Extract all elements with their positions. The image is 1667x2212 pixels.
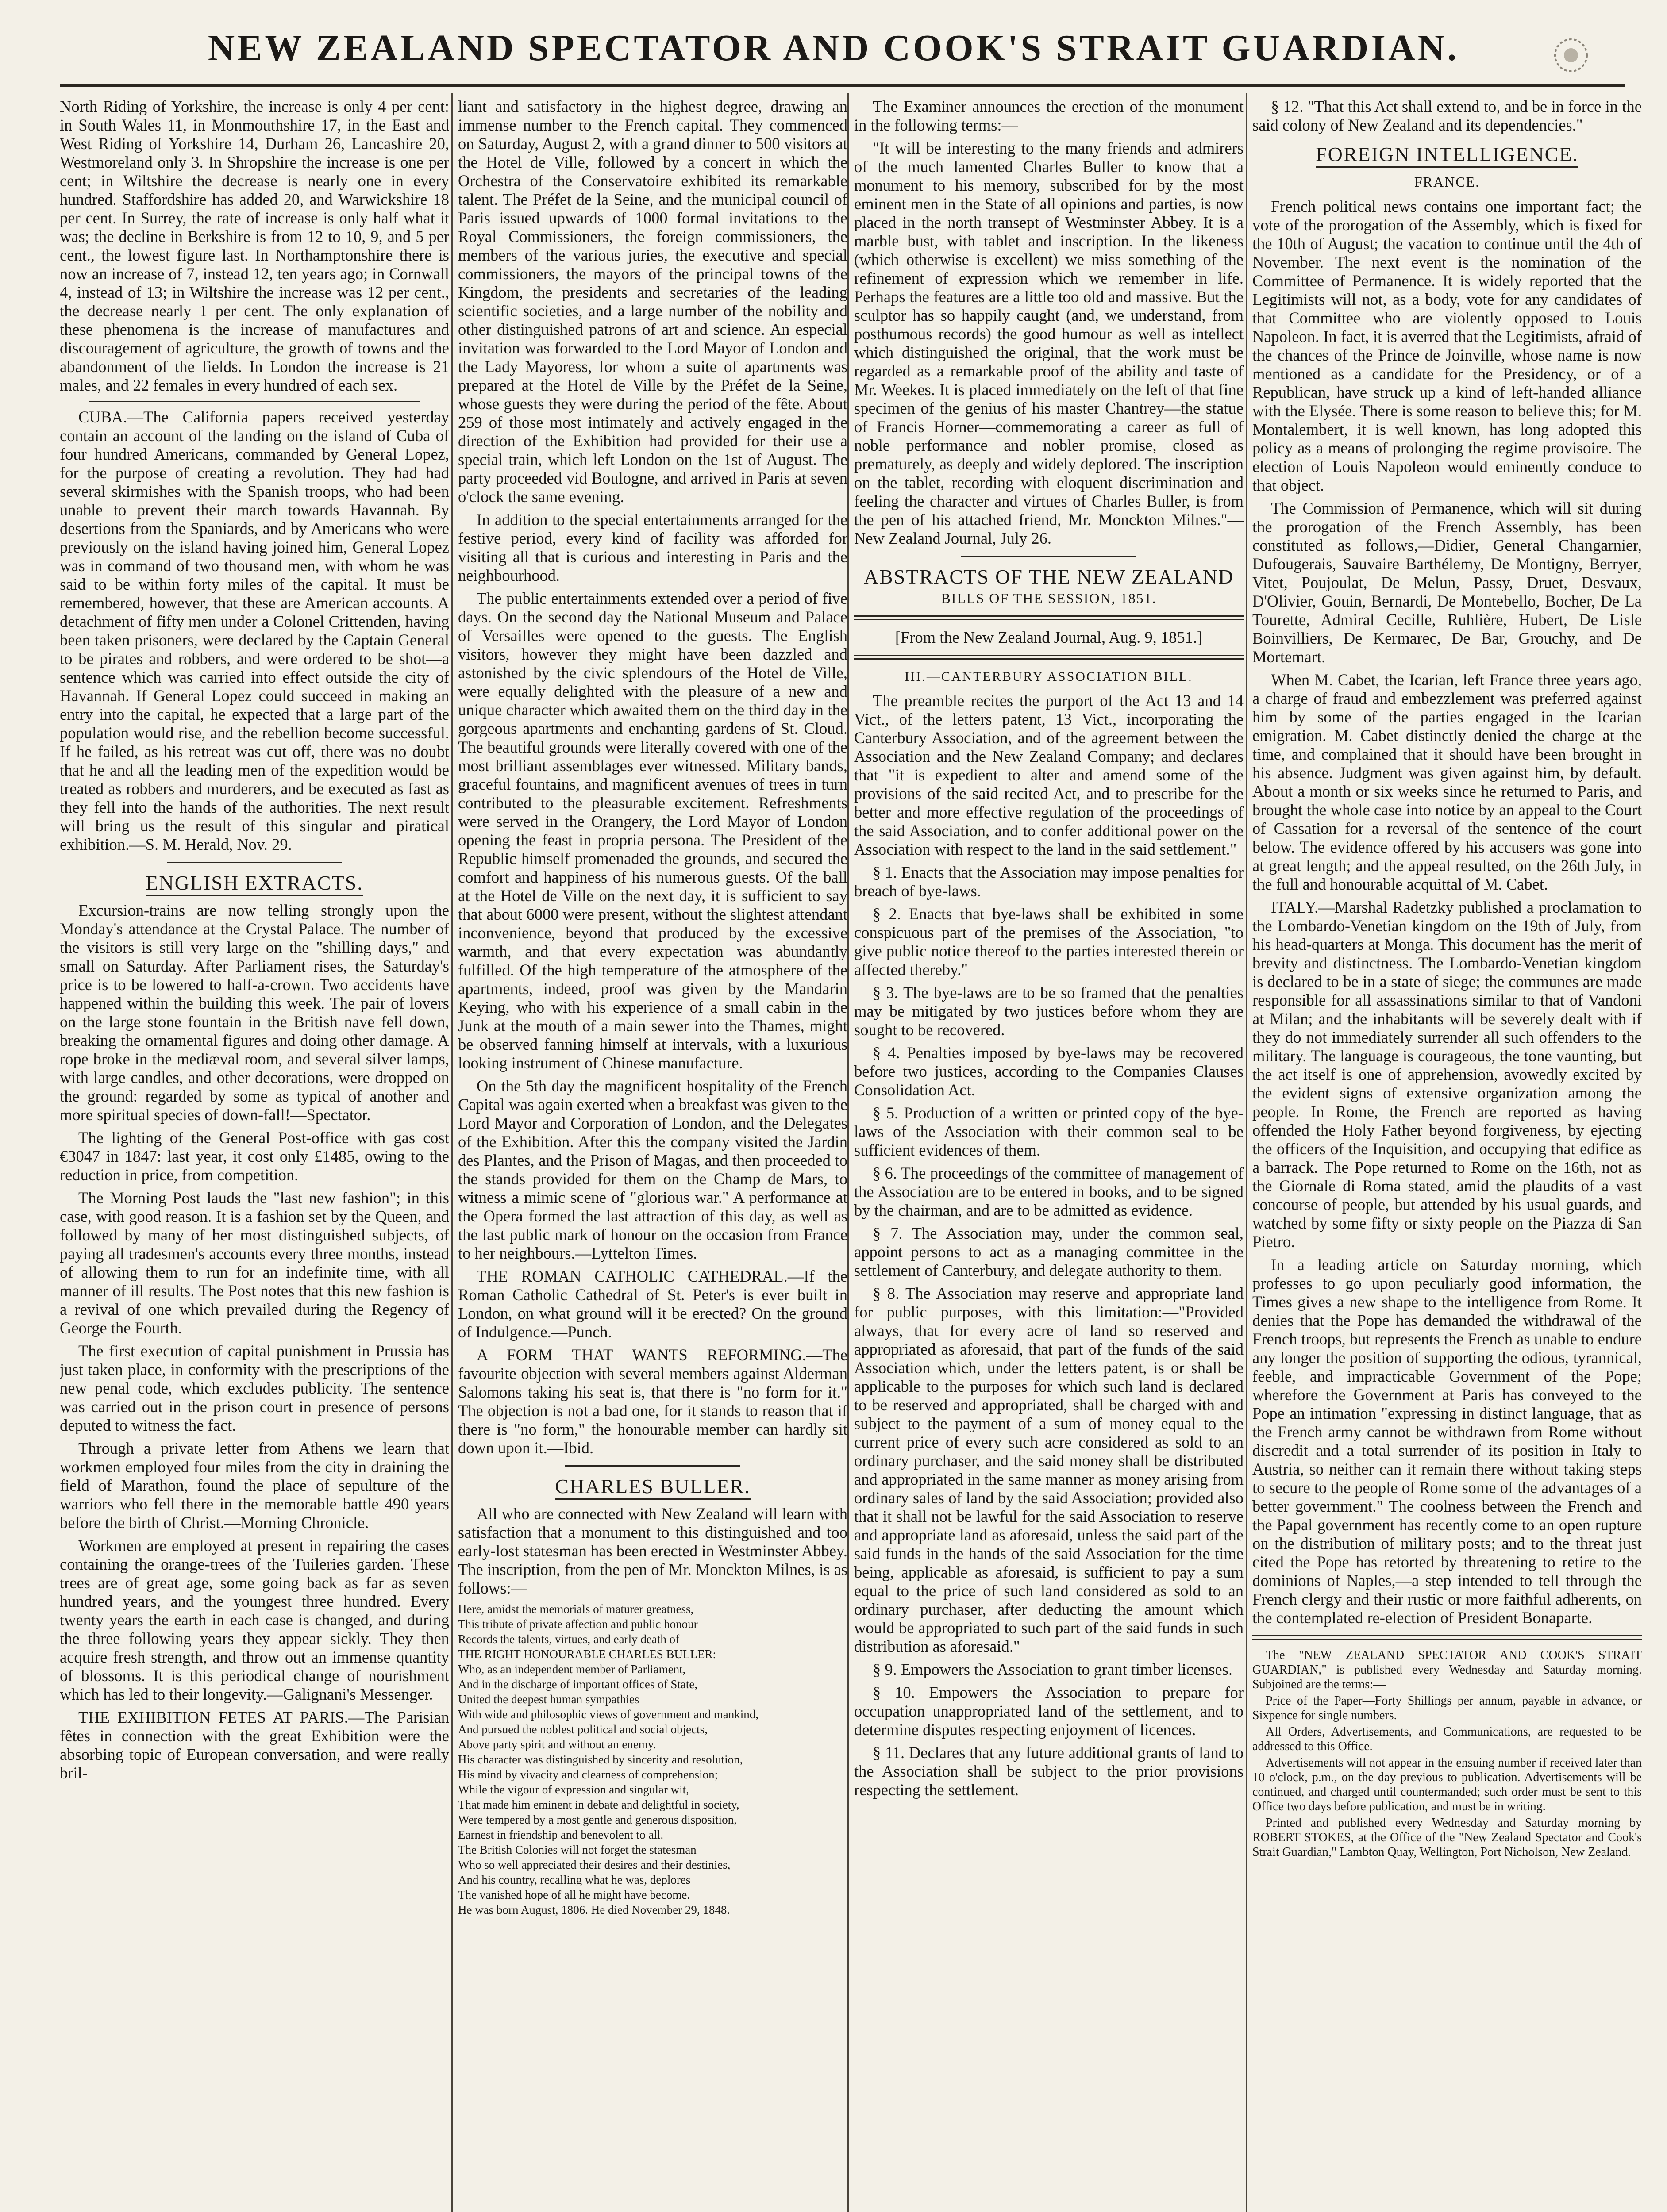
- divider: [167, 862, 342, 863]
- divider: [565, 1465, 740, 1467]
- buller-intro: All who are connected with New Zealand will learn with satisfaction that a monument to this distinguished and too early-lost statesman has been erected in Westminster Abbey. The inscription, from the pen of Mr. Monckton Milnes, is as follows:—: [458, 1505, 847, 1597]
- column-4: [1252, 97, 1642, 2212]
- column-divider: [451, 93, 453, 2212]
- bill-section-5: § 5. Production of a written or printed copy of the bye-laws of the Association with their common seal to be sufficient evidences of them.: [854, 1104, 1244, 1159]
- prussia-item: The first execution of capital punishment in Prussia has just taken place, in conformity with the prescriptions of the new penal code, which excludes publicity. The sentence was carried out in the prison court in presence of persons deputed to witness the fact.: [60, 1342, 449, 1434]
- source-note: [From the New Zealand Journal, Aug. 9, 1851.]: [895, 628, 1203, 646]
- public-entertainments-paragraph: The public entertainments extended over a period of five days. On the second day the National Museum and Palace of Versailles were opened to the guests. The English visitors, however they might have been dazzled and astonished by the civic splendours of the Hotel de Ville, were equally delighted with the pleasure of a new and unique character which awaited them on the third day in the gorgeous apartments and enchanting gardens of St. Cloud. The beautiful grounds were literally covered with one of the most brilliant assemblages ever witnessed. Military bands, graceful fountains, and magnificent avenues of trees in turn contributed to the pleasurable excitement. Refreshments were served in the Orangery, the Lord Mayor of London opening the feast in propria persona. The President of the Republic himself promenaded the grounds, and secured the comfort and happiness of his numerous guests. Of the ball at the Hotel de Ville on the next day, it is sufficient to say that about 6000 were present, without the slightest attendant inconvenience, beyond that produced by the excessive warmth, and that every expectation was abundantly fulfilled. Of the high temperature of the atmosphere of the apartments, indeed, proof was given by the Mandarin Keying, who with his experience of a small cabin in the Junk at the mouth of a main sewer into the Thames, might be observed fanning himself at intervals, with a luxurious looking instrument of Chinese manufacture.: [458, 589, 847, 1072]
- cathedral-item: THE ROMAN CATHOLIC CATHEDRAL.—If the Roman Catholic Cathedral of St. Peter's is ever built in London, on what ground will it be erected? On the ground of Indulgence.—Punch.: [458, 1267, 847, 1341]
- bill-section-2: § 2. Enacts that bye-laws shall be exhibited in some conspicuous part of the premises of the Association, "to give public notice thereof to the parties interested therein or affected thereby.": [854, 905, 1244, 979]
- section-heading-charles-buller: CHARLES BULLER.: [458, 1475, 847, 1498]
- cabet-item: When M. Cabet, the Icarian, left France three years ago, a charge of fraud and embezzlement was preferred against him by some of the parties engaged in the Icarian emigration. M. Cabet distinctly denied the charge at the time, and complained that it should have been brought in his absence. Judgment was given against him, by default. About a month or six weeks since he returned to Paris, and brought the whole case into notice by an appeal to the Court of Cassation for a reversal of the sentence of the court below. The evidence offered by his accusers was gone into at great length; and the appeal resulted, on the 26th July, in the full and honourable acquittal of M. Cabet.: [1252, 671, 1642, 893]
- double-rule: [854, 655, 1244, 660]
- census-paragraph: North Riding of Yorkshire, the increase is only 4 per cent: in South Wales 11, in Monmouthshire 17, in the East and West Riding of Yorkshire 14, Durham 26, Lancashire 20, Westmoreland only 3. In Shropshire the increase is one per cent; in Wiltshire the decrease is nearly one in every hundred. Staffordshire has added 20, and Warwickshire 18 per cent. In Surrey, the rate of increase is only half what it was; the decline in Berkshire is from 12 to 10, 9, and 5 per cent., the lowest figure last. In Northamptonshire there is now an increase of 7, instead 12, ten years ago; in Cornwall 4, instead of 13; in Wiltshire the increase was 12 per cent., the decrease nearly 1 per cent. The only explanation of these phenomena is the increase of manufactures and discouragement of agriculture, the growth of towns and the abandonment of the fields. In London the increase is 21 males, and 22 females in every hundred of each sex.: [60, 97, 449, 394]
- masthead-title: NEW ZEALAND SPECTATOR AND COOK'S STRAIT GUARDIAN.: [208, 27, 1459, 69]
- france-news: French political news contains one important fact; the vote of the prorogation of the Assembly, which is fixed for the 10th of August; the vacation to continue until the 4th of November. The next event is the nomination of the Committee of Permanence. It is widely reported that the Legitimists will not, as a body, vote for any candidates of that Committee who are violently opposed to Louis Napoleon. In fact, it is averred that the Legitimists, afraid of the chances of the Prince de Joinville, whose name is now mentioned as a candidate for the Presidency, or of a Republican, have struck up a kind of left-handed alliance with the Elysée. There is some reason to believe this; for M. Montalembert, it is well known, has long adopted this policy as a means of prolonging the regime provisoire. The election of Louis Napoleon would eminently conduce to that object.: [1252, 197, 1642, 494]
- bill-preamble: The preamble recites the purport of the Act 13 and 14 Vict., of the letters patent, 13 Vict., incorporating the Canterbury Association, and of the agreement between the Association and the New Zealand Company; and declares that "it is expedient to alter and amend some of the provisions of the said recited Act, and to prescribe for the better and more effective regulation of the proceedings of the said Association, and to confer additional power on the Association with respect to the land in the said settlement.": [854, 691, 1244, 858]
- column-divider: [847, 93, 849, 2212]
- subheading-france: FRANCE.: [1414, 174, 1480, 190]
- column-1: [60, 97, 449, 2212]
- bill-section-1: § 1. Enacts that the Association may impose penalties for breach of bye-laws.: [854, 863, 1244, 900]
- examiner-quote: "It will be interesting to the many friends and admirers of the much lamented Charles Buller to know that a monument to his memory, subscribed for by the most eminent men in the State of all opinions and parties, is now placed in the north transept of Westminster Abbey. It is a marble bust, with tablet and inscription. In the likeness (which otherwise is excellent) we miss something of the refinement of expression which we remember in life. Perhaps the features are a little too old and massive. But the sculptor has so happily caught (and, we understand, from posthumous records) the good humour as well as intellect which distinguished the original, that the work must be regarded as a remarkable proof of the ability and taste of Mr. Weekes. It is placed immediately on the left of that fine specimen of the genius of his master Chantrey—the statue of Francis Horner—commemorating a career as full of noble performance and nobler promise, closed as prematurely, as deeply and widely deplored. The inscription on the tablet, recording with eloquent discrimination and feeling the character and virtues of Charles Buller, is from the pen of his attached friend, Mr. Monckton Milnes."—New Zealand Journal, July 26.: [854, 139, 1244, 547]
- bill-section-4: § 4. Penalties imposed by bye-laws may be recovered before two justices, according to the Companies Clauses Consolidation Act.: [854, 1044, 1244, 1099]
- publication-imprint: The "NEW ZEALAND SPECTATOR AND COOK'S STRAIT GUARDIAN," is published every Wednesday and Saturday morning. Subjoined are the terms:— Price of the Paper—Forty Shillings per annum, payable in advance, or Sixpence for single numbers. All Orders, Advertisements, and Communications, are requested to be addressed to this Office. Advertisements will not appear in the ensuing number if received later than 10 o'clock, p.m., on the day previous to publication. Advertisements will be continued, and charged until countermanded; such order must be sent to this Office two days before publication, and must be in writing. Printed and published every Wednesday and Saturday morning by ROBERT STOKES, at the Office of the "New Zealand Spectator and Cook's Strait Guardian," Lambton Quay, Wellington, Port Nicholson, New Zealand.: [1252, 1648, 1642, 1859]
- cuba-article: CUBA.—The California papers received yesterday contain an account of the landing on the island of Cuba of four hundred Americans, commanded by General Lopez, for the purpose of creating a revolution. They had had several skirmishes with the Spanish troops, who had been unable to prevent their march towards Havannah. By desertions from the Spaniards, and by Americans who were previously on the island having joined him, General Lopez was in command of two thousand men, with whom he was said to be within forty miles of the capital. It must be remembered, however, that these are American accounts. A detachment of fifty men under a Colonel Crittenden, having been taken prisoners, were declared by the Captain General to be pirates and robbers, and were ordered to be shot—a sentence which was carried into effect outside the city of Havannah. If General Lopez could succeed in making an entry into the capital, he expected that a large part of the population would rise, and the rebellion become successful. If he failed, as his retreat was cut off, there was no doubt that he and all the leading men of the expedition would be treated as robbers and murderers, and be executed as fast as they fell into the hands of the authorities. The next result will bring us the result of this singular and piratical exhibition.—S. M. Herald, Nov. 29.: [60, 408, 449, 853]
- post-office-item: The lighting of the General Post-office with gas cost €3047 in 1847: last year, it cost only £1485, owing to the reduction in price, from competition.: [60, 1129, 449, 1184]
- column-3: [854, 97, 1244, 2212]
- bill-section-8: § 8. The Association may reserve and appropriate land for public purposes, with this limitation:—"Provided always, that for every acre of land so reserved and appropriated as aforesaid, that part of the funds of the said Association which, under the letters patent, is or shall be applicable to the purposes for which such land is declared to be reserved and appropriated, shall be charged with and subject to the payment of a sum of money equal to the current price of every such acre considered as sold to an ordinary purchaser, and the said money shall be distributed and appropriated in the same manner as money arising from ordinary sales of land by the said Association; provided also that it shall not be lawful for the said Association to reserve and appropriate land as aforesaid, unless the said part of the said funds in the hands of the said Association for the time being, applicable as aforesaid, is sufficient to pay a sum equal to the price of such land considered as sold to an ordinary purchaser, after deducting the amount which would be appropriated to such part of the said funds in such distribution as aforesaid.": [854, 1284, 1244, 1655]
- bill-title: III.—CANTERBURY ASSOCIATION BILL.: [905, 669, 1193, 684]
- divider: [961, 556, 1136, 557]
- exhibition-fetes-item: THE EXHIBITION FETES AT PARIS.—The Parisian fêtes in connection with the great Exhibition were the absorbing topic of European conversation, and were really bril-: [60, 1708, 449, 1782]
- double-rule: [854, 615, 1244, 620]
- bill-section-6: § 6. The proceedings of the committee of management of the Association are to be entered in books, and to be signed by the chairman, and are to be admitted as evidence.: [854, 1164, 1244, 1219]
- section-subheading-bills: BILLS OF THE SESSION, 1851.: [941, 590, 1157, 606]
- marathon-item: Through a private letter from Athens we learn that workmen employed four miles from the city in draining the field of Marathon, found the place of sepulture of the warriors who fell there in the memorable battle 490 years before the birth of Christ.—Morning Chronicle.: [60, 1439, 449, 1532]
- bill-section-10: § 10. Empowers the Association to prepare for occupation unappropriated land of the settlement, and to determine disputes respecting enjoyment of licences.: [854, 1683, 1244, 1739]
- fifth-day-paragraph: On the 5th day the magnificent hospitality of the French Capital was again exerted when a breakfast was given to the Lord Mayor and Corporation of London, and the Delegates of the Exhibition. After this the company visited the Jardin des Plantes, and the Prison of Magas, and then proceeded to the stands provided for them on the Champ de Mars, to witness a mimic scene of "glorious war." A performance at the Opera formed the last attraction of this day, as well as the last public mark of honour on the occasion from France to her neighbours.—Lyttelton Times.: [458, 1077, 847, 1262]
- monument-inscription: Here, amidst the memorials of maturer greatness, This tribute of private affection and public honour Records the talents, virtues, and early death of THE RIGHT HONOURABLE CHARLES BULLER: Who, as an independent member of Parliament, And in the discharge of important offices of State, United the deepest human sympathies With wide and philosophic views of government and mankind, And pursued the noblest political and social objects, Above party spirit and without an enemy. His character was distinguished by sincerity and resolution, His mind by vivacity and clearness of comprehension; While the vigour of expression and singular wit, That made him eminent in debate and delightful in society, Were tempered by a most gentle and generous disposition, Earnest in friendship and benevolent to all. The British Colonies will not forget the statesman Who so well appreciated their desires and their destinies, And his country, recalling what he was, deplores The vanished hope of all he might have become. He was born August, 1806. He died November 29, 1848.: [458, 1602, 759, 1916]
- bill-section-11: § 11. Declares that any future additional grants of land to the Association shall be subject to the prior provisions respecting the settlement.: [854, 1743, 1244, 1799]
- italy-item: ITALY.—Marshal Radetzky published a proclamation to the Lombardo-Venetian kingdom on the 19th of July, from his head-quarters at Monga. This document has the merit of brevity and distinctness. The Lombardo-Venetian kingdom is declared to be in a state of siege; the communes are made responsible for all assassinations similar to that of Vandoni at Milan; and the inhabitants will be severely dealt with if they do not immediately surrender all such offenders to the military. The language is courageous, the tone vaunting, but the act itself is one of apprehension, avowedly excited by the evident signs of extensive organization among the people. In Rome, the French are reported as having offended the Holy Father beyond forgiveness, by ejecting the officers of the Inquisition, and occupying that edifice as a barrack. The Pope returned to Rome on the 16th, not as the Giornale di Roma stated, amid the plaudits of a vast concourse of people, but attended by his usual guards, and watched by some fifty or sixty people on the Piazza di San Pietro.: [1252, 898, 1642, 1251]
- commission-permanence: The Commission of Permanence, which will sit during the prorogation of the French Assembly, has been constituted as follows,—Didier, General Changarnier, Dufougerais, Sauvaire Barthélemy, De Montigny, Berryer, Vitet, Poujoulat, De Melun, Passy, Druet, Desvaux, D'Olivier, Gouin, Bernardi, De Montebello, Bocher, De La Tourette, Admiral Cecille, Ruhlière, Hubert, De Lisle Boinvilliers, De Kermarec, De Bar, Grouchy, and De Mortemart.: [1252, 499, 1642, 666]
- section-heading-abstracts: ABSTRACTS OF THE NEW ZEALAND: [863, 565, 1234, 588]
- divider: [89, 401, 420, 402]
- section-heading-english-extracts: ENGLISH EXTRACTS.: [60, 871, 449, 895]
- bill-section-7: § 7. The Association may, under the common seal, appoint persons to act as a managing committee in the settlement of Canterbury, and delegate authority to them.: [854, 1224, 1244, 1279]
- examiner-intro: The Examiner announces the erection of the monument in the following terms:—: [854, 97, 1244, 134]
- column-divider: [1246, 93, 1247, 2212]
- column-2: [458, 97, 847, 2212]
- reform-item: A FORM THAT WANTS REFORMING.—The favourite objection with several members against Alderman Salomons taking his seat is, that there is "no form for it." The objection is not a bad one, for it stands to reason that if there is "no form," the honourable member can hardly sit down upon it.—Ibid.: [458, 1346, 847, 1457]
- double-rule: [1252, 1635, 1642, 1640]
- tuileries-item: Workmen are employed at present in repairing the cases containing the orange-trees of the Tuileries garden. These trees are of great age, some going back as far as seven hundred years, and the youngest three hundred. Every twenty years the earth in each case is changed, and during the three following years they appear sickly. They then acquire fresh strength, and throw out an immense quantity of blossoms. It is this periodical change of nourishment which has led to their longevity.—Galignani's Messenger.: [60, 1536, 449, 1703]
- masthead-rule: [60, 84, 1625, 87]
- entertainments-paragraph: In addition to the special entertainments arranged for the festive period, every kind of facility was afforded for visiting all that is curious and interesting in Paris and the neighbourhood.: [458, 511, 847, 584]
- crystal-palace-item: Excursion-trains are now telling strongly upon the Monday's attendance at the Crystal Palace. The number of the visitors is still very large on the "shilling days," and small on Saturday. After Parliament rises, the Saturday's price is to be lowered to half-a-crown. Two accidents have happened within the building this week. The pair of lovers on the large stone fountain in the British nave fell down, breaking the ornamental figures and doing other damage. A rope broke in the mediæval room, and several silver lamps, with large candles, and other decorations, were dropped on the ground: regarded by some as typical of another and more spiritual species of down-fall!—Spectator.: [60, 901, 449, 1124]
- bill-section-9: § 9. Empowers the Association to grant timber licenses.: [873, 1660, 1232, 1678]
- section-heading-foreign-intelligence: FOREIGN INTELLIGENCE.: [1252, 142, 1642, 166]
- exhibition-fetes-continued: liant and satisfactory in the highest degree, drawing an immense number to the French capital. They commenced on Saturday, August 2, with a grand dinner to 500 visitors at the Hotel de Ville, followed by a concert in which the Orchestra of the Conservatoire exhibited its remarkable talent. The Préfet de la Seine, and the municipal council of Paris issued upwards of 1000 formal invitations to the Royal Commissioners, the foreign commissioners, the members of the various juries, the executive and special commissioners, the mayors of the principal towns of the Kingdom, the presidents and secretaries of the leading scientific societies, and a large number of the nobility and other distinguished patrons of art and science. An especial invitation was forwarded to the Lord Mayor of London and the Lady Mayoress, for whom a suite of apartments was prepared at the Hotel de Ville by the Préfet de la Seine, whose guests they were during the period of the fête. About 259 of those most intimately and actively engaged in the direction of the Exhibition had provided for their use a special train, which left London on the 1st of August. The party proceeded vid Boulogne, and arrived in Paris at seven o'clock the same evening.: [458, 97, 847, 506]
- ornament-seal-icon: [1549, 33, 1593, 77]
- bill-section-3: § 3. The bye-laws are to be so framed that the penalties may be mitigated by two justices before whom they are sought to be recovered.: [854, 983, 1244, 1039]
- bill-section-12: § 12. "That this Act shall extend to, and be in force in the said colony of New Zealand and its dependencies.": [1252, 97, 1642, 134]
- morning-post-item: The Morning Post lauds the "last new fashion"; in this case, with good reason. It is a fashion set by the Queen, and followed by many of her most distinguished subjects, of paying all tradesmen's accounts every three months, instead of allowing them to run for an indefinite time, with all manner of ill results. The Post notes that this new fashion is a revival of one which prevailed during the Regency of George the Fourth.: [60, 1189, 449, 1337]
- times-article: In a leading article on Saturday morning, which professes to go upon peculiarly good information, the Times gives a new shape to the intelligence from Rome. It denies that the Pope has demanded the withdrawal of the French troops, but represents the French as unable to endure any longer the position of supporting the odious, tyrannical, feeble, and impracticable Government of the Pope; wherefore the Government at Paris has conveyed to the Pope an intimation "expressing in distinct language, that as the French army cannot be withdrawn from Rome without discredit and a total surrender of its position in Italy to Austria, so neither can it remain there without taking steps to secure to the people of Rome some of the advantages of a better government." The coolness between the French and the Papal government has recently come to an open rupture on the distribution of military posts; and to the threat just cited the Pope has retorted by threatening to retire to the dominions of Naples,—a step intended to tell through the French clergy and their rustic or more faithful adherents, on the contemplated re-election of President Bonaparte.: [1252, 1256, 1642, 1627]
